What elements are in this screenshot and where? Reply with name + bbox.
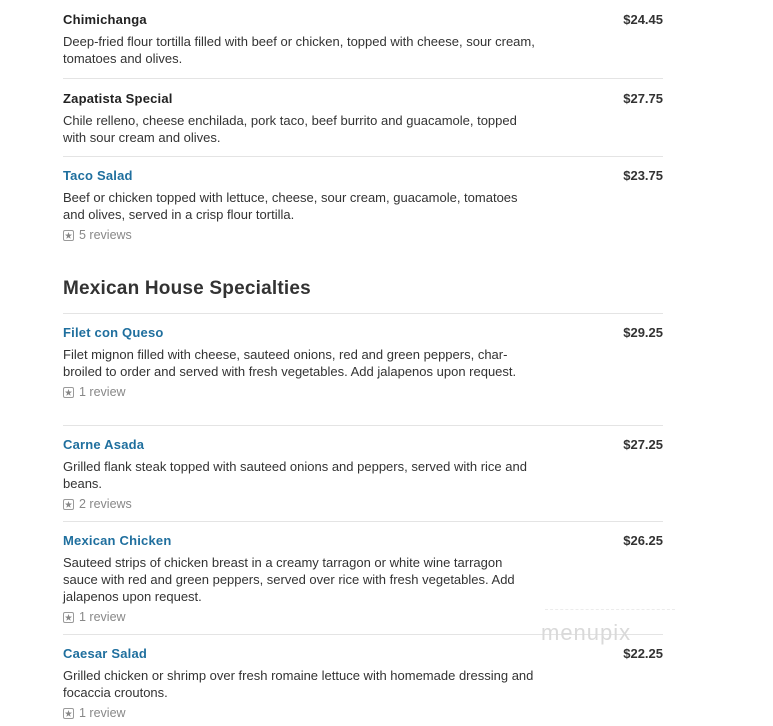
- menu-item-description: Sauteed strips of chicken breast in a creamy tarragon or white wine tarragon sauce with red and green peppers, served over rice with fresh vegetables. Add jalapenos upon request.: [63, 555, 515, 604]
- menu-item: [63, 635, 663, 726]
- menu-item: [63, 426, 663, 522]
- reviews-count: 1 review: [79, 706, 126, 720]
- menu-item-link[interactable]: Filet con Queso: [63, 325, 164, 340]
- reviews-link[interactable]: [63, 228, 663, 242]
- menu-item-description: Chile relleno, cheese enchilada, pork taco, beef burrito and guacamole, topped with sour cream and olives.: [63, 113, 517, 145]
- menu-item-name: Zapatista Special: [63, 91, 173, 106]
- menu-item-price: $23.75: [623, 168, 663, 183]
- menu-item-description: Grilled flank steak topped with sauteed onions and peppers, served with rice and beans.: [63, 459, 527, 491]
- menu-content: [63, 0, 663, 726]
- reviews-count: 2 reviews: [79, 497, 132, 511]
- menu-item-price: $26.25: [623, 533, 663, 548]
- star-icon: [63, 708, 74, 719]
- menu-item-price: $22.25: [623, 646, 663, 661]
- section-title: Mexican House Specialties: [63, 278, 311, 299]
- reviews-link[interactable]: [63, 385, 663, 399]
- reviews-count: 1 review: [79, 385, 126, 399]
- menu-item-description: Beef or chicken topped with lettuce, cheese, sour cream, guacamole, tomatoes and olives, served in a crisp flour tortilla.: [63, 190, 518, 222]
- reviews-count: 1 review: [79, 610, 126, 624]
- menu-item-link[interactable]: Taco Salad: [63, 168, 133, 183]
- menu-item: [63, 314, 663, 426]
- menu-item-price: $24.45: [623, 12, 663, 27]
- reviews-link[interactable]: [63, 706, 663, 720]
- star-icon: [63, 230, 74, 241]
- menu-item-link[interactable]: Carne Asada: [63, 437, 145, 452]
- menu-item-description: Filet mignon filled with cheese, sauteed onions, red and green peppers, char-broiled to order and served with fresh vegetables. Add jalapenos upon request.: [63, 347, 517, 379]
- menu-item: [63, 0, 663, 79]
- menu-item-price: $27.75: [623, 91, 663, 106]
- menu-item: [63, 79, 663, 157]
- menu-item-link[interactable]: Mexican Chicken: [63, 533, 172, 548]
- watermark-logo: menupix: [541, 620, 632, 645]
- menu-item: [63, 157, 663, 257]
- menu-item-link[interactable]: Caesar Salad: [63, 646, 148, 661]
- reviews-link[interactable]: [63, 497, 663, 511]
- star-icon: [63, 612, 74, 623]
- menu-item-price: $29.25: [623, 325, 663, 340]
- menu-item-description: Grilled chicken or shrimp over fresh romaine lettuce with homemade dressing and focaccia croutons.: [63, 668, 534, 700]
- menu-item-price: $27.25: [623, 437, 663, 452]
- menu-item: [63, 522, 663, 635]
- reviews-count: 5 reviews: [79, 228, 132, 242]
- watermark-line: [545, 609, 675, 610]
- menu-item-description: Deep-fried flour tortilla filled with beef or chicken, topped with cheese, sour cream, tomatoes and olives.: [63, 34, 535, 66]
- star-icon: [63, 387, 74, 398]
- star-icon: [63, 499, 74, 510]
- menu-item-name: Chimichanga: [63, 12, 147, 27]
- section-header: [63, 257, 663, 314]
